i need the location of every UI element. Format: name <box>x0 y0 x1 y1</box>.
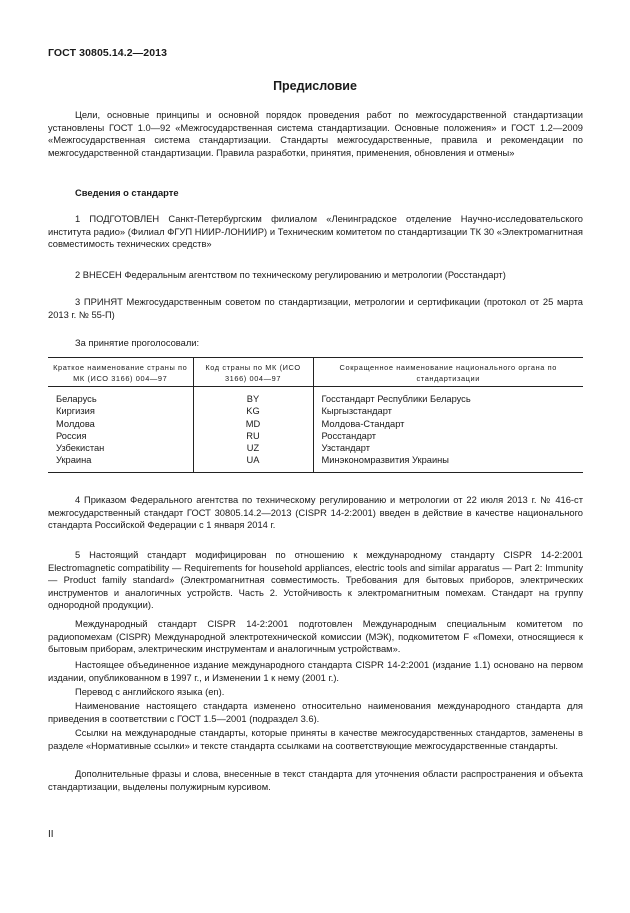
country-cell: Узбекистан <box>56 443 105 454</box>
body-cell: Молдова-Стандарт <box>313 418 583 430</box>
table-header-code: Код страны по МК (ИСО 3166) 004—97 <box>193 358 313 387</box>
voted-label: За принятие проголосовали: <box>75 338 200 348</box>
table-row <box>48 454 583 472</box>
code-cell: RU <box>193 430 313 442</box>
country-cell: Беларусь <box>56 394 97 404</box>
country-cell: Киргизия <box>56 406 95 417</box>
item-5-translation-paragraph: Перевод с английского языка (en). <box>75 687 225 697</box>
item-5-title-paragraph: Наименование настоящего стандарта изменено относительно наименования международного стандарта для приведения в соответствии с ГОСТ 1.5—2001 (подраздел 3.6). <box>48 701 583 724</box>
voting-table <box>48 357 583 473</box>
item-5-paragraph: 5 Настоящий стандарт модифицирован по отношению к международному стандарту CISPR 14-2:2001 Electromagnetic compatibility — Requirements for household appliances, electric tools and similar apparatus — Part 2: Immunity — Product family standard» (Электромагнитная совместимость. Требования для бытовых приборов, электрических инструментов и аналогичных устройств. Часть 2. Устойчивость к электромагнитным помехам. Стандарт на группу однородной продукции). <box>48 550 583 610</box>
item-4-paragraph: 4 Приказом Федерального агентства по техническому регулированию и метрологии от 22 июля 2013 г. № 416-ст межгосударственный стандарт ГОСТ 30805.14.2—2013 (CISPR 14-2:2001) введен в действие в качестве национального стандарта Российской Федерации с 1 января 2014 г. <box>48 495 583 530</box>
table-row <box>48 430 583 442</box>
table-header-body: Сокращенное наименование национального органа по стандартизации <box>313 358 583 387</box>
item-1-paragraph: 1 ПОДГОТОВЛЕН Санкт-Петербургским филиалом «Ленинградское отделение Научно-исследовательского института радио» (Филиал ФГУП НИИР-ЛОНИИР) и Техническим комитетом по стандартизации ТК 30 «Электромагнитная совместимость технических средств» <box>48 214 583 249</box>
document-header: ГОСТ 30805.14.2—2013 <box>48 47 168 59</box>
code-cell: BY <box>193 387 313 406</box>
code-cell: KG <box>193 405 313 417</box>
body-cell: Узстандарт <box>313 442 583 454</box>
body-cell: Кыргызстандарт <box>313 405 583 417</box>
country-cell: Россия <box>56 430 87 441</box>
code-cell: MD <box>193 418 313 430</box>
item-5-edition-paragraph: Настоящее объединенное издание международного стандарта CISPR 14-2:2001 (издание 1.1) основано на первом издании, опубликованном в 1997 г., и Изменении 1 к нему (2001 г.). <box>48 660 583 683</box>
item-5-additions-paragraph: Дополнительные фразы и слова, внесенные в текст стандарта для уточнения области распространения и объекта стандартизации, выделены полужирным курсивом. <box>48 769 583 792</box>
table-row <box>48 405 583 417</box>
page-number: II <box>48 829 54 840</box>
body-cell: Росстандарт <box>313 430 583 442</box>
item-3-paragraph: 3 ПРИНЯТ Межгосударственным советом по стандартизации, метрологии и сертификации (протокол от 25 марта 2013 г. № 55-П) <box>48 297 583 320</box>
page-title: Предисловие <box>273 79 357 93</box>
code-cell: UZ <box>193 442 313 454</box>
country-cell: Молдова <box>56 418 95 429</box>
table-row <box>48 418 583 430</box>
body-cell: Госстандарт Республики Беларусь <box>313 387 583 406</box>
table-header-row <box>48 358 583 387</box>
country-cell: Украина <box>48 454 193 472</box>
item-2-paragraph: 2 ВНЕСЕН Федеральным агентством по техническому регулированию и метрологии (Росстандарт) <box>75 270 506 280</box>
code-cell: UA <box>193 454 313 472</box>
item-5-prepared-paragraph: Международный стандарт CISPR 14-2:2001 подготовлен Международным специальным комитетом по радиопомехам (CISPR) Международной электротехнической комиссии (МЭК), подкомитетом F «Помехи, относящиеся к бытовым приборам, электрическим инструментам и аналогичным устройствам». <box>48 619 583 654</box>
body-cell: Минэкономразвития Украины <box>313 454 583 472</box>
item-5-references-paragraph: Ссылки на международные стандарты, которые приняты в качестве межгосударственных стандартов, заменены в разделе «Нормативные ссылки» и тексте стандарта ссылками на соответствующие межгосударственные стандарты. <box>48 728 583 751</box>
table-header-country: Краткое наименование страны по МК (ИСО 3166) 004—97 <box>48 358 193 387</box>
table-row <box>48 442 583 454</box>
info-heading: Сведения о стандарте <box>75 188 179 198</box>
table-row <box>48 387 583 406</box>
intro-paragraph: Цели, основные принципы и основной порядок проведения работ по межгосударственной стандартизации установлены ГОСТ 1.0—92 «Межгосударственная система стандартизации. Основные положения» и ГОСТ 1.2—2009 «Межгосударственная система стандартизации. Стандарты межгосударственные, правила и рекомендации по межгосударственной стандартизации. Правила разработки, принятия, применения, обновления и отмены» <box>48 110 583 158</box>
